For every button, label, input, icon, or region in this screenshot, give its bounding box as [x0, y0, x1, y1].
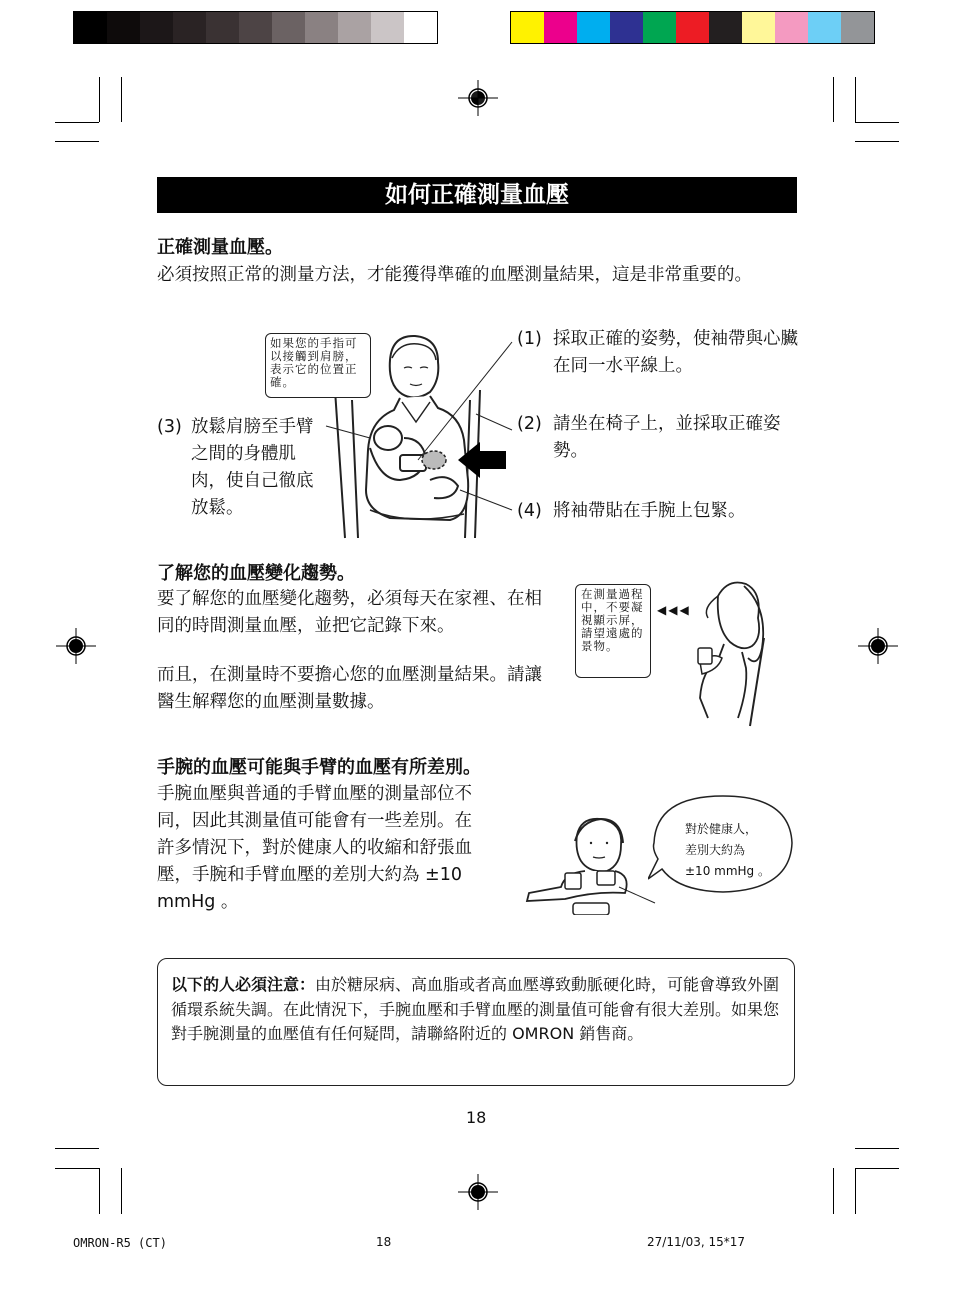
color-swatch: [643, 12, 676, 43]
color-swatch: [577, 12, 610, 43]
registration-mark-top: [458, 80, 498, 116]
footer-right: 27/11/03, 15*17: [647, 1235, 746, 1249]
footer-left: OMRON-R5 (CT): [73, 1236, 167, 1250]
color-bar: [510, 11, 875, 44]
color-swatch: [544, 12, 577, 43]
step3: [157, 414, 327, 518]
color-swatch: [676, 12, 709, 43]
step4-text: 將袖帶貼在手腕上包緊。: [553, 501, 746, 521]
registration-mark-right: [858, 628, 898, 664]
registration-mark-left: [56, 628, 96, 664]
footer-center: 18: [376, 1235, 392, 1249]
gray-swatch: [371, 12, 404, 43]
step3-number: (3): [157, 417, 182, 437]
caution-text: 由於糖尿病、高血脂或者高血壓導致動脈硬化時，可能會導致外圍循環系統失調。在此情況下，手腕血壓和手臂血壓的測量值可能會有很大差別。如果您對手腕測量的血壓值有任何疑問，請聯絡附近的 OMRON 銷售商。: [171, 975, 780, 1043]
step4: [517, 498, 807, 525]
gray-swatch: [173, 12, 206, 43]
section3-heading: 手腕的血壓可能與手臂的血壓有所差別。: [157, 757, 481, 778]
color-swatch: [841, 12, 874, 43]
section2-heading: 了解您的血壓變化趨勢。: [157, 563, 355, 584]
color-swatch: [808, 12, 841, 43]
difference-bubble-line2: 差別大約為: [685, 843, 746, 857]
step2: [517, 411, 807, 461]
gray-swatch: [206, 12, 239, 43]
step3-text: 放鬆肩膀至手臂之間的身體肌肉，使自己徹底放鬆。: [191, 417, 314, 518]
section3-body: 手腕血壓與普通的手臂血壓的測量部位不同，因此其測量值可能會有一些差別。在許多情況下，對於健康人的收縮和舒張血壓，手腕和手臂血壓的差別大約為 ±10 mmHg 。: [157, 784, 472, 912]
gaze-tip-bubble: 在測量過程中，不要凝視顯示屏，請望遠處的景物。: [575, 584, 651, 678]
color-swatch: [610, 12, 643, 43]
gray-swatch: [140, 12, 173, 43]
color-swatch: [511, 12, 544, 43]
gray-swatch: [404, 12, 437, 43]
page-number: 18: [466, 1108, 487, 1127]
page-title: 如何正確測量血壓: [157, 177, 797, 213]
gray-swatch: [107, 12, 140, 43]
gray-swatch: [239, 12, 272, 43]
color-swatch: [775, 12, 808, 43]
arrows-left-icon: ◀◀◀: [657, 603, 691, 617]
difference-bubble-line1: 對於健康人，: [685, 822, 758, 836]
difference-bubble: [685, 819, 770, 882]
section2-body1: 要了解您的血壓變化趨勢，必須每天在家裡、在相同的時間測量血壓，並把它記錄下來。: [157, 589, 542, 636]
caution-label: 以下的人必須注意：: [171, 975, 316, 994]
shoulder-tip-bubble: 如果您的手指可以接觸到肩膀，表示它的位置正確。: [265, 333, 371, 398]
step2-text: 請坐在椅子上，並採取正確姿勢。: [553, 414, 781, 461]
color-swatch: [709, 12, 742, 43]
section1-heading: 正確測量血壓。: [157, 237, 283, 258]
grayscale-bar: [73, 11, 438, 44]
step2-number: (2): [517, 414, 542, 434]
difference-bubble-line3: ±10 mmHg 。: [685, 864, 770, 878]
gray-swatch: [272, 12, 305, 43]
registration-mark-bottom: [458, 1174, 498, 1210]
color-swatch: [742, 12, 775, 43]
gray-swatch: [305, 12, 338, 43]
gray-swatch: [74, 12, 107, 43]
step1-number: (1): [517, 329, 542, 349]
step4-number: (4): [517, 501, 542, 521]
section2-body2: 而且，在測量時不要擔心您的血壓測量結果。請讓醫生解釋您的血壓測量數據。: [157, 665, 542, 712]
step1-text: 採取正確的姿勢，使袖帶與心臟在同一水平線上。: [553, 329, 798, 376]
woman-measuring-illustration: [688, 578, 780, 728]
section1-body: 必須按照正常的測量方法，才能獲得準確的血壓測量結果，這是非常重要的。: [157, 265, 752, 285]
caution-note: [157, 958, 795, 1086]
gray-swatch: [338, 12, 371, 43]
step1: [517, 326, 807, 376]
